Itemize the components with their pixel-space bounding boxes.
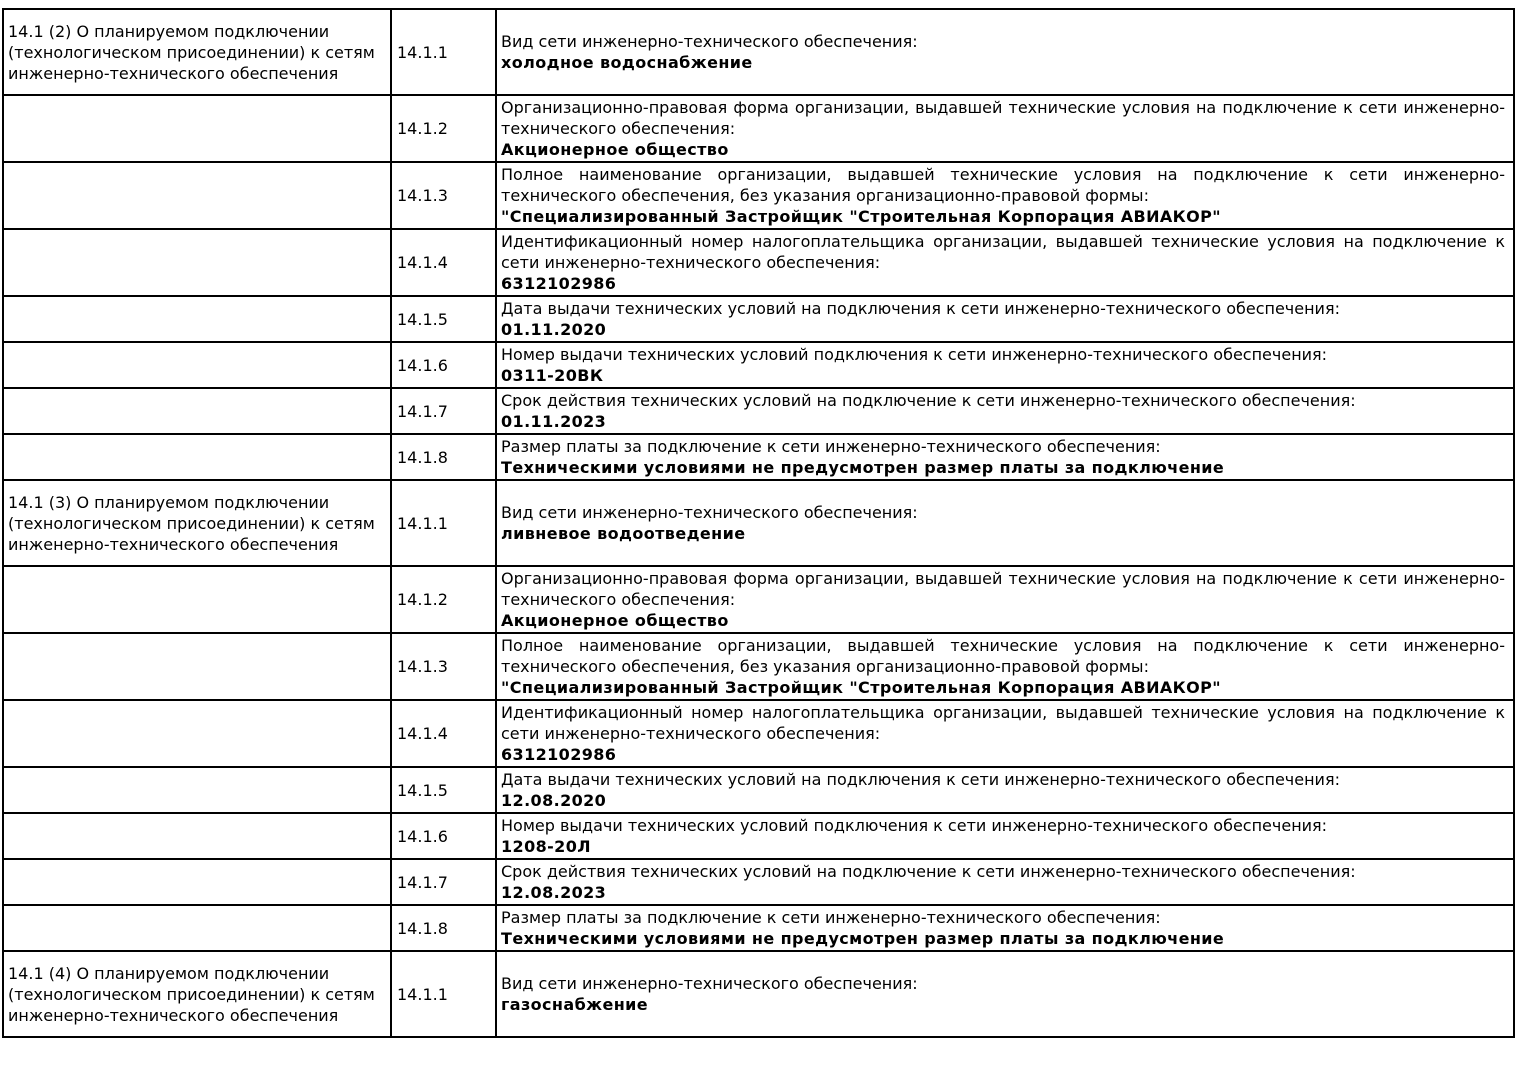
field-label: Вид сети инженерно-технического обеспечения: xyxy=(501,974,918,993)
section-spacer-cell xyxy=(3,566,391,633)
field-label: Идентификационный номер налогоплательщика организации, выдавшей технические условия на подключение к сети инженерно-технического обеспечения: xyxy=(501,232,1505,272)
field-value: "Специализированный Застройщик "Строительная Корпорация АВИАКОР" xyxy=(501,678,1222,697)
declaration-table xyxy=(2,8,1515,1038)
table-row xyxy=(3,434,1514,480)
section-title-cell: 14.1 (2) О планируемом подключении (технологическом присоединении) к сетям инженерно-технического обеспечения xyxy=(3,9,391,95)
row-number-cell: 14.1.7 xyxy=(391,859,496,905)
row-number-cell: 14.1.6 xyxy=(391,813,496,859)
row-number-cell: 14.1.1 xyxy=(391,9,496,95)
table-row xyxy=(3,480,1514,566)
section-spacer-cell xyxy=(3,905,391,951)
row-number-cell: 14.1.6 xyxy=(391,342,496,388)
field-value: Техническими условиями не предусмотрен размер платы за подключение xyxy=(501,929,1225,948)
row-content-cell xyxy=(496,905,1514,951)
table-row xyxy=(3,700,1514,767)
field-label: Срок действия технических условий на подключение к сети инженерно-технического обеспечения: xyxy=(501,391,1356,410)
row-content-cell xyxy=(496,229,1514,296)
table-row xyxy=(3,342,1514,388)
row-number-cell: 14.1.8 xyxy=(391,905,496,951)
field-label: Организационно-правовая форма организации, выдавшей технические условия на подключение к сети инженерно-технического обеспечения: xyxy=(501,569,1505,609)
field-value: 12.08.2020 xyxy=(501,791,607,810)
field-label: Полное наименование организации, выдавшей технические условия на подключение к сети инженерно-технического обеспечения, без указания организационно-правовой формы: xyxy=(501,165,1505,205)
field-value: 01.11.2023 xyxy=(501,412,607,431)
field-label: Номер выдачи технических условий подключения к сети инженерно-технического обеспечения: xyxy=(501,345,1328,364)
field-value: холодное водоснабжение xyxy=(501,53,753,72)
field-value: Техническими условиями не предусмотрен размер платы за подключение xyxy=(501,458,1225,477)
table-row xyxy=(3,388,1514,434)
table-row xyxy=(3,229,1514,296)
field-value: Акционерное общество xyxy=(501,140,729,159)
row-content-cell xyxy=(496,951,1514,1037)
field-label: Срок действия технических условий на подключение к сети инженерно-технического обеспечения: xyxy=(501,862,1356,881)
row-content-cell xyxy=(496,434,1514,480)
field-value: 0311-20ВК xyxy=(501,366,604,385)
table-row xyxy=(3,633,1514,700)
table-row xyxy=(3,296,1514,342)
field-label: Полное наименование организации, выдавшей технические условия на подключение к сети инженерно-технического обеспечения, без указания организационно-правовой формы: xyxy=(501,636,1505,676)
row-number-cell: 14.1.5 xyxy=(391,767,496,813)
row-number-cell: 14.1.1 xyxy=(391,480,496,566)
table-row xyxy=(3,813,1514,859)
row-content-cell xyxy=(496,859,1514,905)
section-title-cell: 14.1 (4) О планируемом подключении (технологическом присоединении) к сетям инженерно-технического обеспечения xyxy=(3,951,391,1037)
row-number-cell: 14.1.3 xyxy=(391,162,496,229)
section-spacer-cell xyxy=(3,859,391,905)
row-content-cell xyxy=(496,162,1514,229)
row-number-cell: 14.1.4 xyxy=(391,700,496,767)
row-number-cell: 14.1.4 xyxy=(391,229,496,296)
row-content-cell xyxy=(496,767,1514,813)
field-label: Дата выдачи технических условий на подключения к сети инженерно-технического обеспечения: xyxy=(501,299,1340,318)
field-value: 12.08.2023 xyxy=(501,883,607,902)
section-spacer-cell xyxy=(3,388,391,434)
field-value: Акционерное общество xyxy=(501,611,729,630)
table-body xyxy=(3,9,1514,1037)
row-content-cell xyxy=(496,388,1514,434)
field-label: Организационно-правовая форма организации, выдавшей технические условия на подключение к сети инженерно-технического обеспечения: xyxy=(501,98,1505,138)
field-label: Дата выдачи технических условий на подключения к сети инженерно-технического обеспечения: xyxy=(501,770,1340,789)
field-value: 6312102986 xyxy=(501,745,617,764)
field-value: 6312102986 xyxy=(501,274,617,293)
section-spacer-cell xyxy=(3,700,391,767)
section-title-cell: 14.1 (3) О планируемом подключении (технологическом присоединении) к сетям инженерно-технического обеспечения xyxy=(3,480,391,566)
row-content-cell xyxy=(496,566,1514,633)
section-spacer-cell xyxy=(3,162,391,229)
section-spacer-cell xyxy=(3,633,391,700)
row-content-cell xyxy=(496,9,1514,95)
row-content-cell xyxy=(496,95,1514,162)
field-value: газоснабжение xyxy=(501,995,649,1014)
row-number-cell: 14.1.1 xyxy=(391,951,496,1037)
field-value: 1208-20Л xyxy=(501,837,591,856)
row-content-cell xyxy=(496,296,1514,342)
row-content-cell xyxy=(496,700,1514,767)
row-number-cell: 14.1.8 xyxy=(391,434,496,480)
field-label: Идентификационный номер налогоплательщика организации, выдавшей технические условия на подключение к сети инженерно-технического обеспечения: xyxy=(501,703,1505,743)
field-value: ливневое водоотведение xyxy=(501,524,746,543)
section-spacer-cell xyxy=(3,296,391,342)
row-number-cell: 14.1.2 xyxy=(391,95,496,162)
table-row xyxy=(3,767,1514,813)
table-row xyxy=(3,566,1514,633)
field-label: Вид сети инженерно-технического обеспечения: xyxy=(501,32,918,51)
field-label: Размер платы за подключение к сети инженерно-технического обеспечения: xyxy=(501,908,1161,927)
field-value: "Специализированный Застройщик "Строительная Корпорация АВИАКОР" xyxy=(501,207,1222,226)
section-spacer-cell xyxy=(3,813,391,859)
table-row xyxy=(3,162,1514,229)
row-content-cell xyxy=(496,633,1514,700)
table-row xyxy=(3,905,1514,951)
section-spacer-cell xyxy=(3,229,391,296)
field-value: 01.11.2020 xyxy=(501,320,607,339)
field-label: Номер выдачи технических условий подключения к сети инженерно-технического обеспечения: xyxy=(501,816,1328,835)
row-content-cell xyxy=(496,480,1514,566)
field-label: Вид сети инженерно-технического обеспечения: xyxy=(501,503,918,522)
row-number-cell: 14.1.5 xyxy=(391,296,496,342)
row-number-cell: 14.1.2 xyxy=(391,566,496,633)
section-spacer-cell xyxy=(3,434,391,480)
row-content-cell xyxy=(496,813,1514,859)
section-spacer-cell xyxy=(3,95,391,162)
table-row xyxy=(3,859,1514,905)
table-row xyxy=(3,95,1514,162)
section-spacer-cell xyxy=(3,342,391,388)
row-number-cell: 14.1.7 xyxy=(391,388,496,434)
section-spacer-cell xyxy=(3,767,391,813)
table-row xyxy=(3,951,1514,1037)
row-number-cell: 14.1.3 xyxy=(391,633,496,700)
field-label: Размер платы за подключение к сети инженерно-технического обеспечения: xyxy=(501,437,1161,456)
table-row xyxy=(3,9,1514,95)
row-content-cell xyxy=(496,342,1514,388)
